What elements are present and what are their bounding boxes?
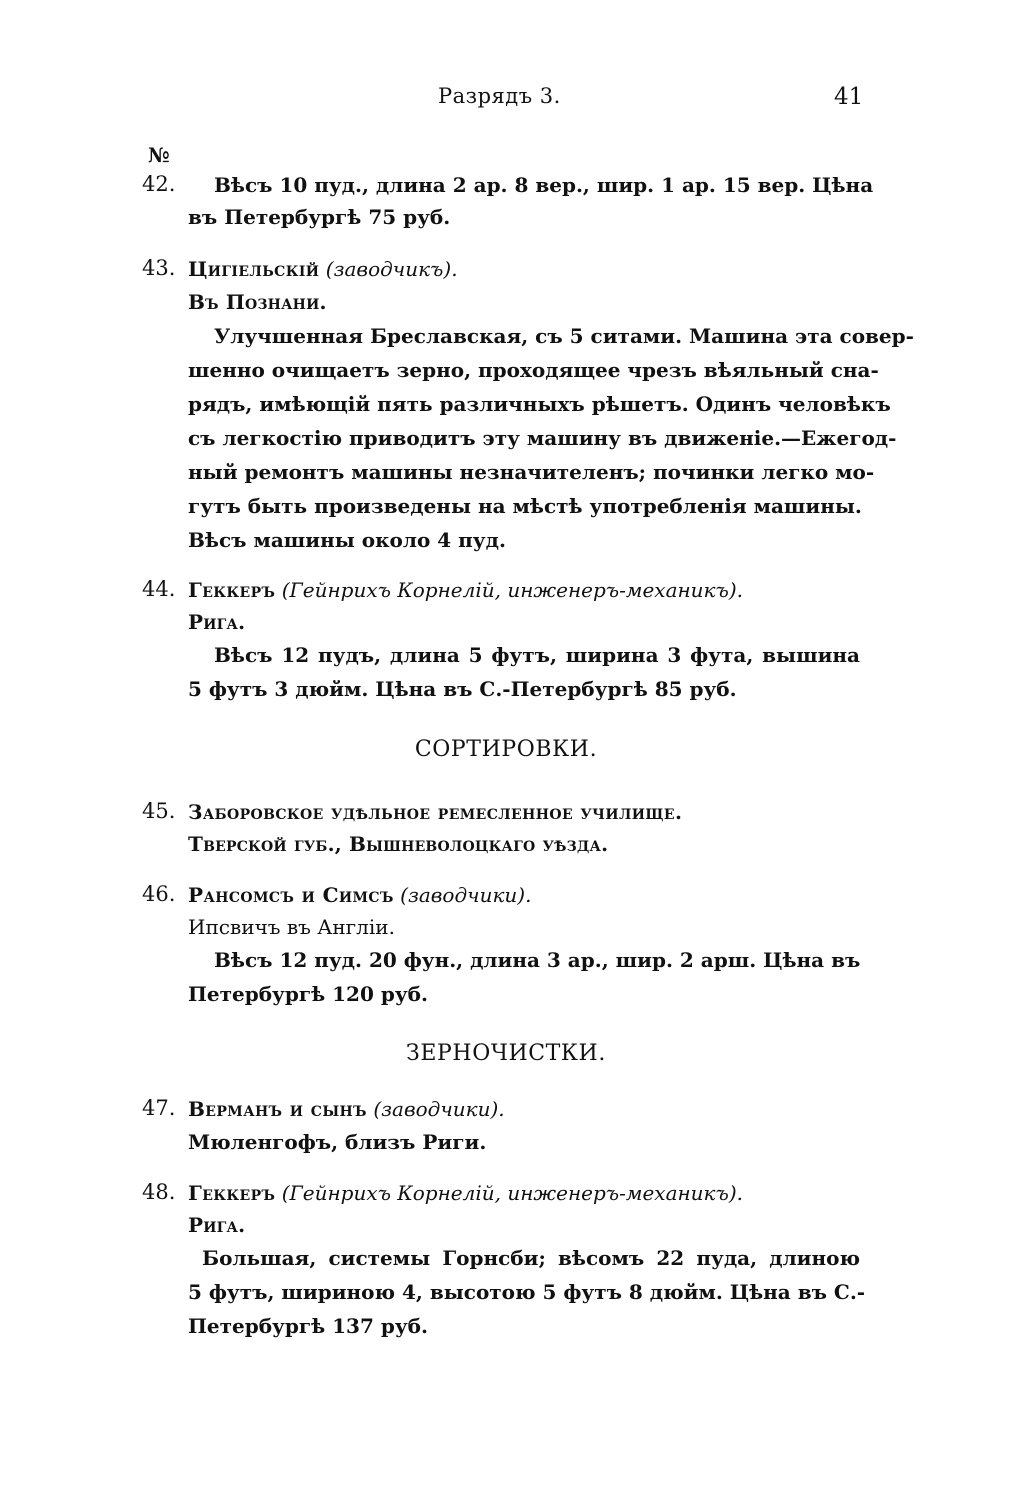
entry-text-line: въ Петербургѣ 75 руб. xyxy=(188,205,451,229)
entry-heading xyxy=(188,580,743,600)
exhibitor-name: Заборовское удѣльное ремесленное училище. xyxy=(188,800,683,824)
exhibitor-description: (Гейнрихъ Корнелій, инженеръ-механикъ). xyxy=(281,1181,743,1205)
page-number: 41 xyxy=(834,84,864,110)
exhibitor-name: Геккеръ xyxy=(188,578,276,602)
entry-text-line: Большая, системы Горнсби; вѣсомъ 22 пуда, длиною xyxy=(202,1246,860,1270)
exhibitor-name: Рансомсъ и Симсъ xyxy=(188,883,394,907)
exhibitor-location: Рига. xyxy=(188,1213,246,1237)
exhibitor-location: Мюленгофъ, близъ Риги. xyxy=(188,1130,487,1154)
page-header xyxy=(0,84,1012,114)
number-sign: № xyxy=(148,143,170,167)
entry-number: 46. xyxy=(142,882,176,906)
section-heading-sortirovki: СОРТИРОВКИ. xyxy=(414,737,598,762)
entry-number: 43. xyxy=(142,256,176,280)
entry-number: 48. xyxy=(142,1180,176,1204)
entry-text-line: Вѣсъ 10 пуд., длина 2 ар. 8 вер., шир. 1 ар. 15 вер. Цѣна xyxy=(214,173,874,197)
entry-number: 45. xyxy=(142,799,176,823)
entry-number: 47. xyxy=(142,1096,176,1120)
exhibitor-name: Верманъ и сынъ xyxy=(188,1097,367,1121)
section-heading-zernochistki: ЗЕРНОЧИСТКИ. xyxy=(406,1041,606,1066)
exhibitor-location: Въ Познани. xyxy=(188,290,327,314)
exhibitor-description: (заводчикъ). xyxy=(325,257,458,281)
entry-number: 44. xyxy=(142,577,176,601)
entry-text-line: 5 футъ 3 дюйм. Цѣна въ С.-Петербургѣ 85 руб. xyxy=(188,677,737,701)
entry-heading xyxy=(188,259,458,279)
entry-text-line: Вѣсъ 12 пудъ, длина 5 футъ, ширина 3 фута, вышина xyxy=(214,643,860,667)
exhibitor-location: Тверской губ., Вышневолоцкаго уѣзда. xyxy=(188,832,609,856)
entry-text-line: гутъ быть произведены на мѣстѣ употребленія машины. xyxy=(188,494,862,518)
entry-heading xyxy=(188,1099,505,1119)
exhibitor-name: Геккеръ xyxy=(188,1181,276,1205)
entry-text-line: Петербургѣ 137 руб. xyxy=(188,1314,428,1338)
entry-text-line: рядъ, имѣющій пять различныхъ рѣшетъ. Одинъ человѣкъ xyxy=(188,392,891,416)
entry-text-line: Петербургѣ 120 руб. xyxy=(188,982,428,1006)
entry-heading xyxy=(188,1183,743,1203)
entry-text-line: ный ремонтъ машины незначителенъ; починки легко мо- xyxy=(188,460,875,484)
exhibitor-location: Рига. xyxy=(188,610,246,634)
entry-text-line: Вѣсъ 12 пуд. 20 фун., длина 3 ар., шир. 2 арш. Цѣна въ xyxy=(214,948,861,972)
entry-text-line: Вѣсъ машины около 4 пуд. xyxy=(188,528,506,552)
exhibitor-name: Цигіельскій xyxy=(188,257,320,281)
exhibitor-description: (Гейнрихъ Корнелій, инженеръ-механикъ). xyxy=(281,578,743,602)
entry-text-line: Улучшенная Бреславская, съ 5 ситами. Машина эта совер- xyxy=(214,324,914,348)
entry-heading xyxy=(188,885,531,905)
entry-number: 42. xyxy=(142,172,176,196)
exhibitor-description: (заводчики). xyxy=(373,1097,505,1121)
entry-text-line: съ легкостію приводитъ эту машину въ движеніе.—Ежегод- xyxy=(188,426,897,450)
exhibitor-location: Ипсвичъ въ Англіи. xyxy=(188,915,395,939)
entry-text-line: шенно очищаетъ зерно, проходящее чрезъ вѣяльный сна- xyxy=(188,358,879,382)
exhibitor-description: (заводчики). xyxy=(400,883,532,907)
entry-text-line: 5 футъ, шириною 4, высотою 5 футъ 8 дюйм. Цѣна въ С.- xyxy=(188,1280,866,1304)
running-title: Разрядъ 3. xyxy=(438,84,561,108)
